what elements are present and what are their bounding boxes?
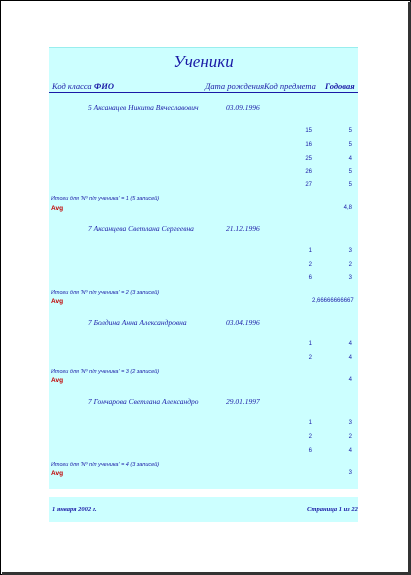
annual-grade: 2 xyxy=(348,434,352,440)
student-dob: 03.09.1996 xyxy=(226,103,260,112)
header-annual: Годовая xyxy=(325,81,355,91)
header-fio: ФИО xyxy=(94,81,114,91)
group-summary: Итоги для 'Nº п/п ученика' = 2 (3 записей) xyxy=(51,290,160,296)
annual-grade: 3 xyxy=(348,275,352,281)
avg-label: Avg xyxy=(51,377,64,384)
header-dob: Дата рождения xyxy=(205,81,265,91)
student-dob: 29.01.1997 xyxy=(226,397,260,406)
subject-code: 2 xyxy=(308,355,312,361)
student-name: 5 Аксанацев Никита Вячеславович xyxy=(88,103,199,112)
annual-grade: 2 xyxy=(348,262,352,268)
annual-grade: 5 xyxy=(348,142,352,148)
annual-grade: 3 xyxy=(348,248,352,254)
subject-code: 2 xyxy=(308,434,312,440)
annual-grade: 5 xyxy=(348,128,352,134)
subject-code: 26 xyxy=(305,169,312,175)
student-name: 7 Болдина Анна Александровна xyxy=(88,318,187,327)
avg-value: 4,8 xyxy=(343,205,352,211)
subject-code: 6 xyxy=(308,448,312,454)
group-summary: Итоги для 'Nº п/п ученика' = 3 (2 записей) xyxy=(51,369,160,375)
avg-label: Avg xyxy=(51,470,64,477)
student-name: 7 Гончарова Светлана Александро xyxy=(88,397,199,406)
avg-value: 4 xyxy=(348,377,352,383)
subject-code: 1 xyxy=(308,420,312,426)
subject-code: 1 xyxy=(308,341,312,347)
subject-code: 1 xyxy=(308,248,312,254)
subject-code: 25 xyxy=(305,156,312,162)
title-top-rule xyxy=(49,47,358,48)
avg-label: Avg xyxy=(51,205,64,212)
annual-grade: 3 xyxy=(348,420,352,426)
report-title: Ученики xyxy=(173,52,234,71)
group-summary: Итоги для 'Nº п/п ученика' = 1 (5 записей) xyxy=(51,196,160,202)
subject-code: 6 xyxy=(308,275,312,281)
annual-grade: 4 xyxy=(348,355,352,361)
header-class-code: Код класса xyxy=(52,81,92,91)
group-summary: Итоги для 'Nº п/п ученика' = 4 (3 записей) xyxy=(51,462,160,468)
footer-page-number: Страница 1 из 22 xyxy=(307,506,358,513)
avg-value: 3 xyxy=(348,470,352,476)
footer-date: 1 января 2002 г. xyxy=(52,506,97,513)
annual-grade: 4 xyxy=(348,156,352,162)
subject-code: 27 xyxy=(305,182,312,188)
student-name: 7 Аксанцева Светлана Сергеевна xyxy=(88,224,194,233)
annual-grade: 4 xyxy=(348,341,352,347)
header-rule xyxy=(49,92,358,93)
header-subject-code: Код предмета xyxy=(264,81,316,91)
annual-grade: 5 xyxy=(348,169,352,175)
avg-value: 2,66666666667 xyxy=(312,298,354,304)
subject-code: 15 xyxy=(305,128,312,134)
student-dob: 21.12.1996 xyxy=(226,224,260,233)
annual-grade: 5 xyxy=(348,182,352,188)
subject-code: 16 xyxy=(305,142,312,148)
subject-code: 2 xyxy=(308,262,312,268)
student-dob: 03.04.1996 xyxy=(226,318,260,327)
avg-label: Avg xyxy=(51,298,64,305)
annual-grade: 4 xyxy=(348,448,352,454)
